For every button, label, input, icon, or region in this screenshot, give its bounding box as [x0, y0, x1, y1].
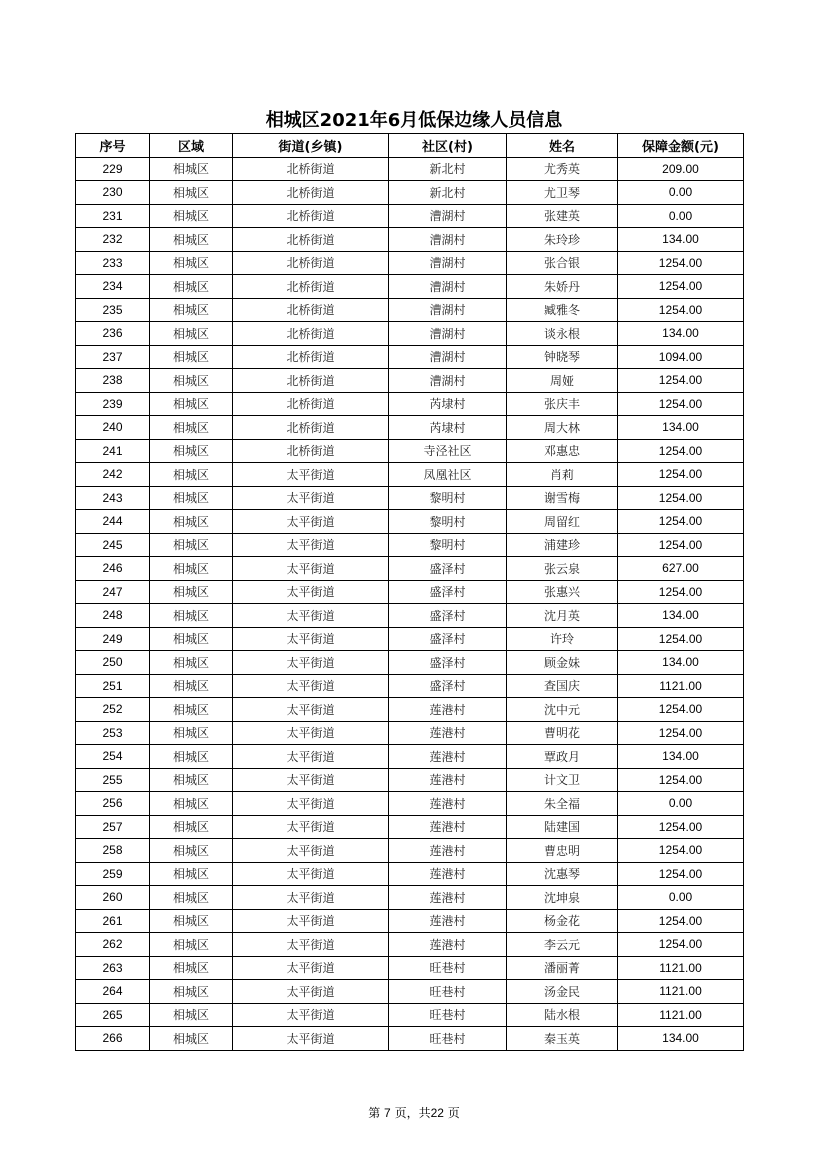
- cell-index: 232: [76, 228, 150, 252]
- table-row: [76, 651, 744, 675]
- cell-district: 相城区: [150, 157, 233, 181]
- cell-amount: 1254.00: [618, 392, 744, 416]
- cell-community: 漕湖村: [389, 298, 507, 322]
- header-community: 社区(村): [389, 134, 507, 158]
- cell-street: 太平街道: [233, 745, 389, 769]
- cell-community: 芮埭村: [389, 392, 507, 416]
- header-name: 姓名: [507, 134, 618, 158]
- table-row: [76, 322, 744, 346]
- cell-community: 寺泾社区: [389, 439, 507, 463]
- cell-community: 盛泽村: [389, 557, 507, 581]
- cell-amount: 1254.00: [618, 439, 744, 463]
- cell-name: 潘丽菁: [507, 956, 618, 980]
- cell-amount: 134.00: [618, 604, 744, 628]
- cell-street: 太平街道: [233, 510, 389, 534]
- cell-district: 相城区: [150, 956, 233, 980]
- cell-amount: 1254.00: [618, 533, 744, 557]
- table-body: [76, 157, 744, 1050]
- cell-name: 张建英: [507, 204, 618, 228]
- cell-index: 264: [76, 980, 150, 1004]
- table-row: [76, 1003, 744, 1027]
- cell-community: 黎明村: [389, 486, 507, 510]
- cell-district: 相城区: [150, 1027, 233, 1051]
- cell-community: 莲港村: [389, 839, 507, 863]
- cell-community: 漕湖村: [389, 369, 507, 393]
- cell-name: 臧雅冬: [507, 298, 618, 322]
- cell-index: 258: [76, 839, 150, 863]
- table-row: [76, 251, 744, 275]
- cell-district: 相城区: [150, 792, 233, 816]
- table-row: [76, 463, 744, 487]
- cell-name: 朱全福: [507, 792, 618, 816]
- cell-index: 233: [76, 251, 150, 275]
- table-row: [76, 204, 744, 228]
- cell-index: 235: [76, 298, 150, 322]
- cell-street: 北桥街道: [233, 251, 389, 275]
- cell-name: 沈月英: [507, 604, 618, 628]
- header-index: 序号: [76, 134, 150, 158]
- header-row: [76, 134, 744, 158]
- cell-street: 太平街道: [233, 580, 389, 604]
- cell-amount: 1121.00: [618, 956, 744, 980]
- cell-name: 曹忠明: [507, 839, 618, 863]
- cell-community: 黎明村: [389, 533, 507, 557]
- cell-index: 262: [76, 933, 150, 957]
- cell-community: 莲港村: [389, 886, 507, 910]
- table-row: [76, 768, 744, 792]
- cell-amount: 1254.00: [618, 698, 744, 722]
- cell-name: 邓惠忠: [507, 439, 618, 463]
- cell-district: 相城区: [150, 557, 233, 581]
- footer-page-number: 7: [384, 1106, 391, 1120]
- table-row: [76, 862, 744, 886]
- cell-street: 太平街道: [233, 792, 389, 816]
- cell-index: 263: [76, 956, 150, 980]
- table-row: [76, 580, 744, 604]
- cell-street: 太平街道: [233, 651, 389, 675]
- cell-amount: 1121.00: [618, 980, 744, 1004]
- cell-district: 相城区: [150, 980, 233, 1004]
- cell-district: 相城区: [150, 416, 233, 440]
- cell-street: 北桥街道: [233, 416, 389, 440]
- cell-street: 太平街道: [233, 557, 389, 581]
- cell-district: 相城区: [150, 463, 233, 487]
- cell-street: 太平街道: [233, 815, 389, 839]
- cell-community: 莲港村: [389, 745, 507, 769]
- cell-name: 谈永根: [507, 322, 618, 346]
- cell-district: 相城区: [150, 181, 233, 205]
- cell-district: 相城区: [150, 745, 233, 769]
- table-row: [76, 886, 744, 910]
- table-row: [76, 721, 744, 745]
- cell-name: 尤卫琴: [507, 181, 618, 205]
- cell-district: 相城区: [150, 1003, 233, 1027]
- cell-district: 相城区: [150, 651, 233, 675]
- table-row: [76, 181, 744, 205]
- cell-index: 265: [76, 1003, 150, 1027]
- cell-community: 盛泽村: [389, 580, 507, 604]
- table-row: [76, 1027, 744, 1051]
- cell-amount: 1254.00: [618, 463, 744, 487]
- table-row: [76, 933, 744, 957]
- cell-amount: 1254.00: [618, 580, 744, 604]
- table-row: [76, 745, 744, 769]
- table-row: [76, 980, 744, 1004]
- cell-name: 陆建国: [507, 815, 618, 839]
- cell-district: 相城区: [150, 345, 233, 369]
- cell-district: 相城区: [150, 369, 233, 393]
- cell-street: 太平街道: [233, 933, 389, 957]
- cell-index: 249: [76, 627, 150, 651]
- cell-amount: 627.00: [618, 557, 744, 581]
- cell-name: 朱娇丹: [507, 275, 618, 299]
- cell-community: 莲港村: [389, 792, 507, 816]
- cell-name: 沈中元: [507, 698, 618, 722]
- table-row: [76, 909, 744, 933]
- cell-district: 相城区: [150, 604, 233, 628]
- cell-community: 黎明村: [389, 510, 507, 534]
- cell-amount: 1121.00: [618, 1003, 744, 1027]
- cell-street: 太平街道: [233, 839, 389, 863]
- table-row: [76, 228, 744, 252]
- cell-amount: 1254.00: [618, 839, 744, 863]
- cell-amount: 1254.00: [618, 933, 744, 957]
- table-row: [76, 345, 744, 369]
- cell-name: 张惠兴: [507, 580, 618, 604]
- cell-district: 相城区: [150, 933, 233, 957]
- header-street: 街道(乡镇): [233, 134, 389, 158]
- cell-name: 钟晓琴: [507, 345, 618, 369]
- cell-amount: 134.00: [618, 1027, 744, 1051]
- cell-district: 相城区: [150, 886, 233, 910]
- cell-index: 246: [76, 557, 150, 581]
- cell-district: 相城区: [150, 698, 233, 722]
- cell-index: 230: [76, 181, 150, 205]
- cell-street: 太平街道: [233, 886, 389, 910]
- table-row: [76, 792, 744, 816]
- cell-street: 北桥街道: [233, 157, 389, 181]
- table-row: [76, 627, 744, 651]
- cell-name: 朱玲珍: [507, 228, 618, 252]
- cell-district: 相城区: [150, 204, 233, 228]
- table-row: [76, 604, 744, 628]
- cell-community: 新北村: [389, 181, 507, 205]
- cell-street: 太平街道: [233, 533, 389, 557]
- cell-community: 旺巷村: [389, 1003, 507, 1027]
- cell-street: 太平街道: [233, 768, 389, 792]
- cell-district: 相城区: [150, 768, 233, 792]
- cell-amount: 1254.00: [618, 251, 744, 275]
- cell-index: 245: [76, 533, 150, 557]
- cell-district: 相城区: [150, 322, 233, 346]
- cell-district: 相城区: [150, 228, 233, 252]
- cell-community: 莲港村: [389, 698, 507, 722]
- table-row: [76, 698, 744, 722]
- cell-community: 凤凰社区: [389, 463, 507, 487]
- table-row: [76, 392, 744, 416]
- cell-amount: 1254.00: [618, 298, 744, 322]
- cell-index: 257: [76, 815, 150, 839]
- cell-amount: 1254.00: [618, 369, 744, 393]
- cell-name: 张合银: [507, 251, 618, 275]
- cell-amount: 134.00: [618, 745, 744, 769]
- cell-street: 太平街道: [233, 604, 389, 628]
- cell-street: 北桥街道: [233, 322, 389, 346]
- cell-index: 241: [76, 439, 150, 463]
- cell-name: 谢雪梅: [507, 486, 618, 510]
- cell-amount: 1254.00: [618, 721, 744, 745]
- cell-amount: 0.00: [618, 204, 744, 228]
- cell-community: 旺巷村: [389, 956, 507, 980]
- cell-street: 北桥街道: [233, 369, 389, 393]
- cell-community: 新北村: [389, 157, 507, 181]
- cell-name: 杨金花: [507, 909, 618, 933]
- cell-community: 盛泽村: [389, 604, 507, 628]
- cell-name: 浦建珍: [507, 533, 618, 557]
- cell-street: 太平街道: [233, 862, 389, 886]
- cell-index: 248: [76, 604, 150, 628]
- cell-amount: 1254.00: [618, 627, 744, 651]
- cell-community: 盛泽村: [389, 674, 507, 698]
- cell-district: 相城区: [150, 674, 233, 698]
- cell-street: 太平街道: [233, 1027, 389, 1051]
- cell-amount: 1254.00: [618, 486, 744, 510]
- cell-district: 相城区: [150, 815, 233, 839]
- table-row: [76, 369, 744, 393]
- cell-community: 芮埭村: [389, 416, 507, 440]
- cell-community: 莲港村: [389, 815, 507, 839]
- cell-index: 253: [76, 721, 150, 745]
- cell-district: 相城区: [150, 627, 233, 651]
- cell-name: 张云泉: [507, 557, 618, 581]
- cell-index: 250: [76, 651, 150, 675]
- cell-community: 莲港村: [389, 721, 507, 745]
- table-row: [76, 157, 744, 181]
- cell-community: 漕湖村: [389, 345, 507, 369]
- cell-district: 相城区: [150, 298, 233, 322]
- cell-index: 242: [76, 463, 150, 487]
- cell-name: 周娅: [507, 369, 618, 393]
- cell-index: 251: [76, 674, 150, 698]
- table-row: [76, 416, 744, 440]
- cell-index: 261: [76, 909, 150, 933]
- cell-index: 243: [76, 486, 150, 510]
- table-row: [76, 674, 744, 698]
- cell-name: 顾金妹: [507, 651, 618, 675]
- cell-street: 北桥街道: [233, 181, 389, 205]
- cell-name: 周大林: [507, 416, 618, 440]
- cell-index: 247: [76, 580, 150, 604]
- cell-community: 莲港村: [389, 862, 507, 886]
- cell-district: 相城区: [150, 839, 233, 863]
- cell-district: 相城区: [150, 392, 233, 416]
- cell-street: 北桥街道: [233, 275, 389, 299]
- page-footer: [0, 1104, 828, 1121]
- cell-name: 陆水根: [507, 1003, 618, 1027]
- cell-amount: 1094.00: [618, 345, 744, 369]
- cell-community: 旺巷村: [389, 980, 507, 1004]
- table-row: [76, 439, 744, 463]
- cell-community: 莲港村: [389, 933, 507, 957]
- cell-name: 汤金民: [507, 980, 618, 1004]
- table-row: [76, 486, 744, 510]
- cell-amount: 1254.00: [618, 862, 744, 886]
- cell-name: 查国庆: [507, 674, 618, 698]
- footer-suffix: 页: [447, 1106, 460, 1120]
- cell-index: 239: [76, 392, 150, 416]
- cell-street: 北桥街道: [233, 298, 389, 322]
- cell-amount: 1254.00: [618, 909, 744, 933]
- header-amount: 保障金额(元): [618, 134, 744, 158]
- cell-index: 240: [76, 416, 150, 440]
- table-row: [76, 298, 744, 322]
- cell-street: 太平街道: [233, 721, 389, 745]
- cell-amount: 0.00: [618, 886, 744, 910]
- cell-index: 266: [76, 1027, 150, 1051]
- cell-amount: 134.00: [618, 228, 744, 252]
- cell-community: 盛泽村: [389, 627, 507, 651]
- cell-community: 漕湖村: [389, 322, 507, 346]
- cell-street: 北桥街道: [233, 228, 389, 252]
- cell-amount: 0.00: [618, 792, 744, 816]
- cell-street: 北桥街道: [233, 204, 389, 228]
- cell-community: 莲港村: [389, 768, 507, 792]
- cell-street: 北桥街道: [233, 439, 389, 463]
- footer-prefix: 第: [368, 1106, 381, 1120]
- cell-community: 莲港村: [389, 909, 507, 933]
- table-row: [76, 275, 744, 299]
- cell-index: 229: [76, 157, 150, 181]
- cell-index: 244: [76, 510, 150, 534]
- cell-amount: 134.00: [618, 416, 744, 440]
- footer-total-pages: 22: [430, 1106, 444, 1120]
- cell-street: 太平街道: [233, 980, 389, 1004]
- cell-name: 张庆丰: [507, 392, 618, 416]
- cell-district: 相城区: [150, 862, 233, 886]
- cell-index: 234: [76, 275, 150, 299]
- cell-district: 相城区: [150, 275, 233, 299]
- cell-amount: 134.00: [618, 651, 744, 675]
- records-table: [75, 133, 744, 1051]
- cell-street: 太平街道: [233, 698, 389, 722]
- cell-index: 238: [76, 369, 150, 393]
- cell-street: 北桥街道: [233, 392, 389, 416]
- cell-name: 覃政月: [507, 745, 618, 769]
- cell-amount: 1254.00: [618, 275, 744, 299]
- cell-community: 漕湖村: [389, 228, 507, 252]
- cell-name: 曹明花: [507, 721, 618, 745]
- table-row: [76, 815, 744, 839]
- cell-name: 沈惠琴: [507, 862, 618, 886]
- cell-name: 沈坤泉: [507, 886, 618, 910]
- cell-street: 太平街道: [233, 1003, 389, 1027]
- cell-name: 计文卫: [507, 768, 618, 792]
- cell-name: 许玲: [507, 627, 618, 651]
- header-district: 区域: [150, 134, 233, 158]
- table-row: [76, 533, 744, 557]
- cell-name: 周留红: [507, 510, 618, 534]
- cell-street: 太平街道: [233, 486, 389, 510]
- cell-index: 252: [76, 698, 150, 722]
- cell-name: 尤秀英: [507, 157, 618, 181]
- cell-district: 相城区: [150, 439, 233, 463]
- cell-community: 旺巷村: [389, 1027, 507, 1051]
- table-row: [76, 510, 744, 534]
- cell-amount: 1254.00: [618, 768, 744, 792]
- cell-community: 漕湖村: [389, 204, 507, 228]
- document-title: 相城区2021年6月低保边缘人员信息: [265, 110, 563, 131]
- cell-community: 漕湖村: [389, 251, 507, 275]
- cell-index: 259: [76, 862, 150, 886]
- cell-index: 254: [76, 745, 150, 769]
- cell-street: 北桥街道: [233, 345, 389, 369]
- cell-district: 相城区: [150, 486, 233, 510]
- cell-district: 相城区: [150, 510, 233, 534]
- cell-index: 237: [76, 345, 150, 369]
- cell-community: 盛泽村: [389, 651, 507, 675]
- cell-amount: 1121.00: [618, 674, 744, 698]
- cell-community: 漕湖村: [389, 275, 507, 299]
- cell-street: 太平街道: [233, 463, 389, 487]
- cell-index: 260: [76, 886, 150, 910]
- cell-amount: 134.00: [618, 322, 744, 346]
- footer-middle: 页，共: [394, 1106, 431, 1120]
- cell-amount: 209.00: [618, 157, 744, 181]
- table-row: [76, 557, 744, 581]
- table-row: [76, 839, 744, 863]
- cell-street: 太平街道: [233, 627, 389, 651]
- cell-name: 李云元: [507, 933, 618, 957]
- cell-index: 255: [76, 768, 150, 792]
- cell-district: 相城区: [150, 251, 233, 275]
- cell-district: 相城区: [150, 533, 233, 557]
- cell-index: 236: [76, 322, 150, 346]
- cell-index: 256: [76, 792, 150, 816]
- cell-amount: 1254.00: [618, 510, 744, 534]
- cell-amount: 0.00: [618, 181, 744, 205]
- cell-district: 相城区: [150, 721, 233, 745]
- cell-name: 秦玉英: [507, 1027, 618, 1051]
- cell-district: 相城区: [150, 580, 233, 604]
- cell-name: 肖莉: [507, 463, 618, 487]
- cell-street: 太平街道: [233, 909, 389, 933]
- table-row: [76, 956, 744, 980]
- cell-district: 相城区: [150, 909, 233, 933]
- cell-street: 太平街道: [233, 674, 389, 698]
- cell-index: 231: [76, 204, 150, 228]
- cell-street: 太平街道: [233, 956, 389, 980]
- cell-amount: 1254.00: [618, 815, 744, 839]
